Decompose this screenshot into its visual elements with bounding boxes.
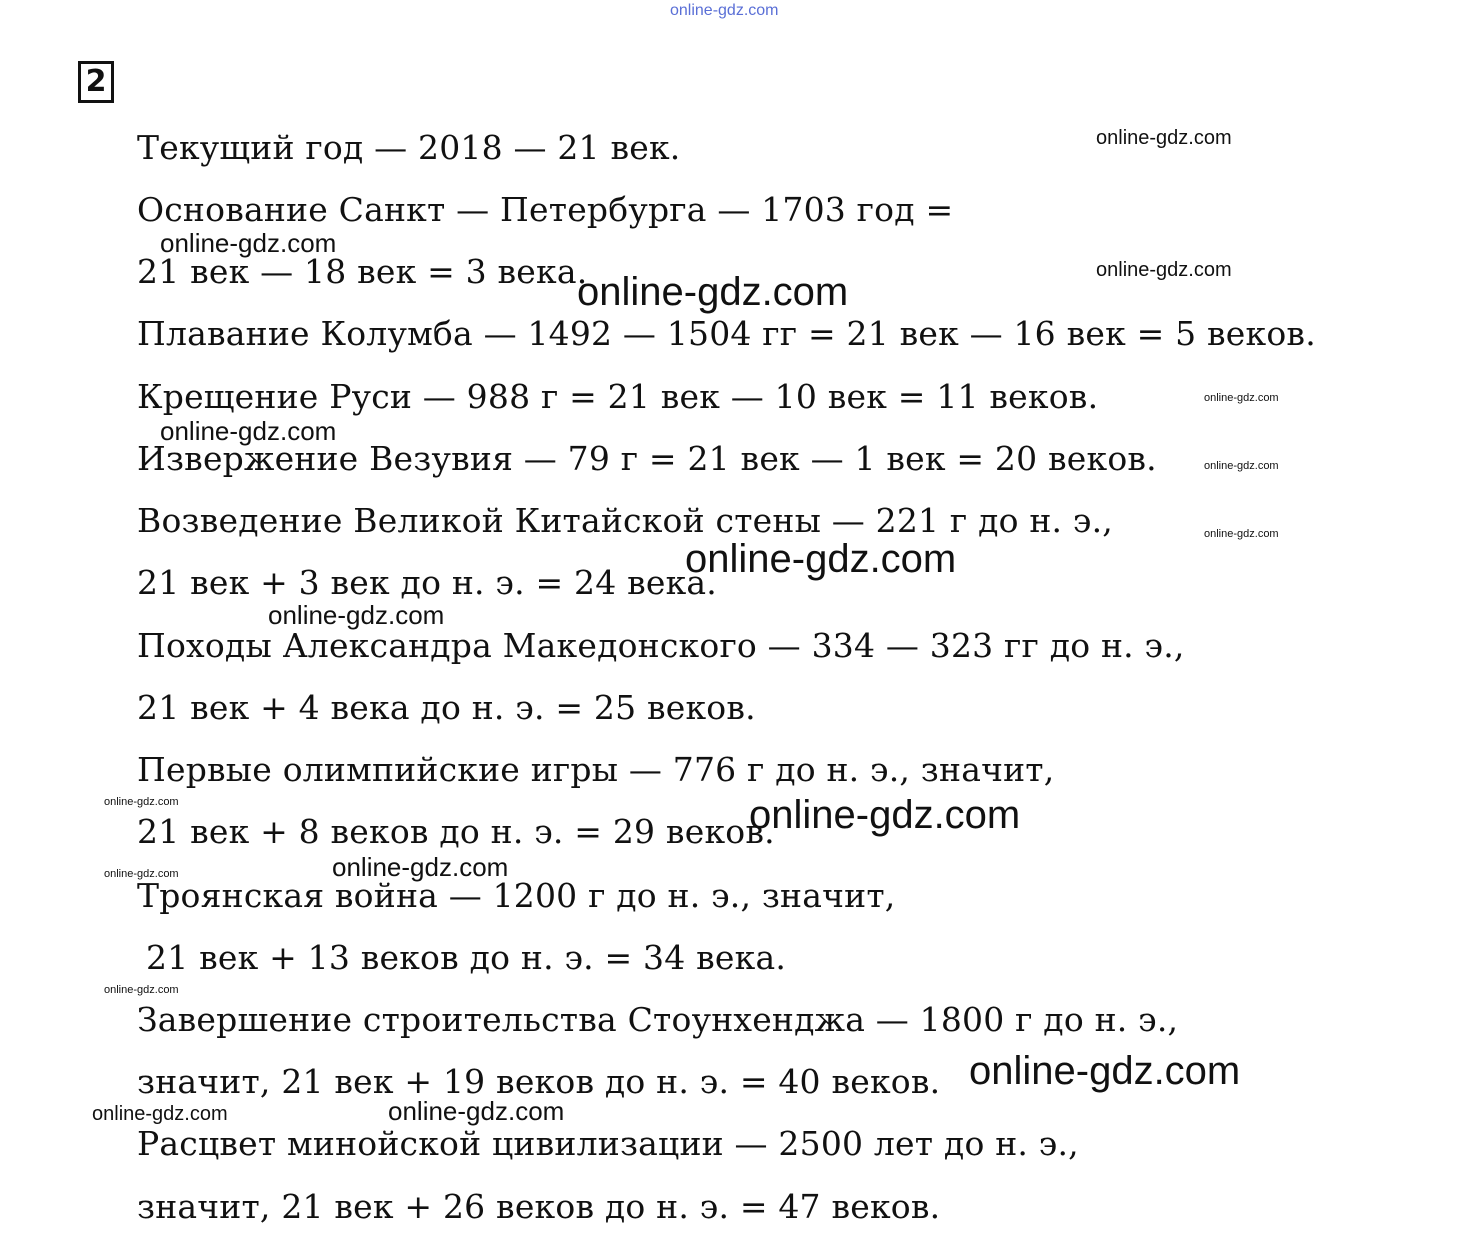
watermark: online-gdz.com (577, 270, 849, 314)
watermark: online-gdz.com (160, 228, 337, 258)
watermark-top: online-gdz.com (670, 2, 779, 19)
watermark: online-gdz.com (104, 868, 179, 880)
text-line-13: Троянская война — 1200 г до н. э., значит, (137, 876, 896, 915)
text-line-6: Извержение Везувия — 79 г = 21 век — 1 век = 20 веков. (137, 439, 1157, 478)
watermark: online-gdz.com (685, 537, 957, 581)
text-line-10: 21 век + 4 века до н. э. = 25 веков. (137, 688, 756, 727)
watermark: online-gdz.com (1096, 259, 1232, 281)
text-line-2: Основание Санкт — Петербурга — 1703 год = (137, 190, 954, 229)
text-line-5: Крещение Руси — 988 г = 21 век — 10 век = 11 веков. (137, 377, 1099, 416)
text-line-3: 21 век — 18 век = 3 века. (137, 252, 588, 291)
text-line-14: 21 век + 13 веков до н. э. = 34 века. (146, 938, 787, 977)
text-line-1: Текущий год — 2018 — 21 век. (137, 128, 681, 167)
text-line-12: 21 век + 8 веков до н. э. = 29 веков. (137, 812, 775, 851)
watermark: online-gdz.com (1096, 127, 1232, 149)
watermark: online-gdz.com (1204, 460, 1279, 472)
text-line-15: Завершение строительства Стоунхенджа — 1800 г до н. э., (137, 1000, 1179, 1039)
text-line-4: Плавание Колумба — 1492 — 1504 гг = 21 век — 16 век = 5 веков. (137, 314, 1316, 353)
watermark: online-gdz.com (160, 416, 337, 446)
watermark: online-gdz.com (1204, 392, 1279, 404)
watermark: online-gdz.com (388, 1096, 565, 1126)
watermark: online-gdz.com (332, 852, 509, 882)
task-number-badge: 2 (78, 61, 114, 103)
watermark: online-gdz.com (749, 793, 1021, 837)
text-line-18: значит, 21 век + 26 веков до н. э. = 47 веков. (137, 1187, 941, 1226)
text-line-7: Возведение Великой Китайской стены — 221 г до н. э., (137, 501, 1113, 540)
text-line-16: значит, 21 век + 19 веков до н. э. = 40 веков. (137, 1062, 941, 1101)
text-line-9: Походы Александра Македонского — 334 — 323 гг до н. э., (137, 626, 1185, 665)
watermark: online-gdz.com (969, 1049, 1241, 1093)
watermark: online-gdz.com (104, 984, 179, 996)
watermark: online-gdz.com (1204, 528, 1279, 540)
text-line-8: 21 век + 3 век до н. э. = 24 века. (137, 563, 717, 602)
text-line-11: Первые олимпийские игры — 776 г до н. э., значит, (137, 750, 1055, 789)
watermark: online-gdz.com (92, 1103, 228, 1125)
watermark: online-gdz.com (268, 600, 445, 630)
watermark: online-gdz.com (104, 796, 179, 808)
text-line-17: Расцвет минойской цивилизации — 2500 лет до н. э., (137, 1124, 1079, 1163)
